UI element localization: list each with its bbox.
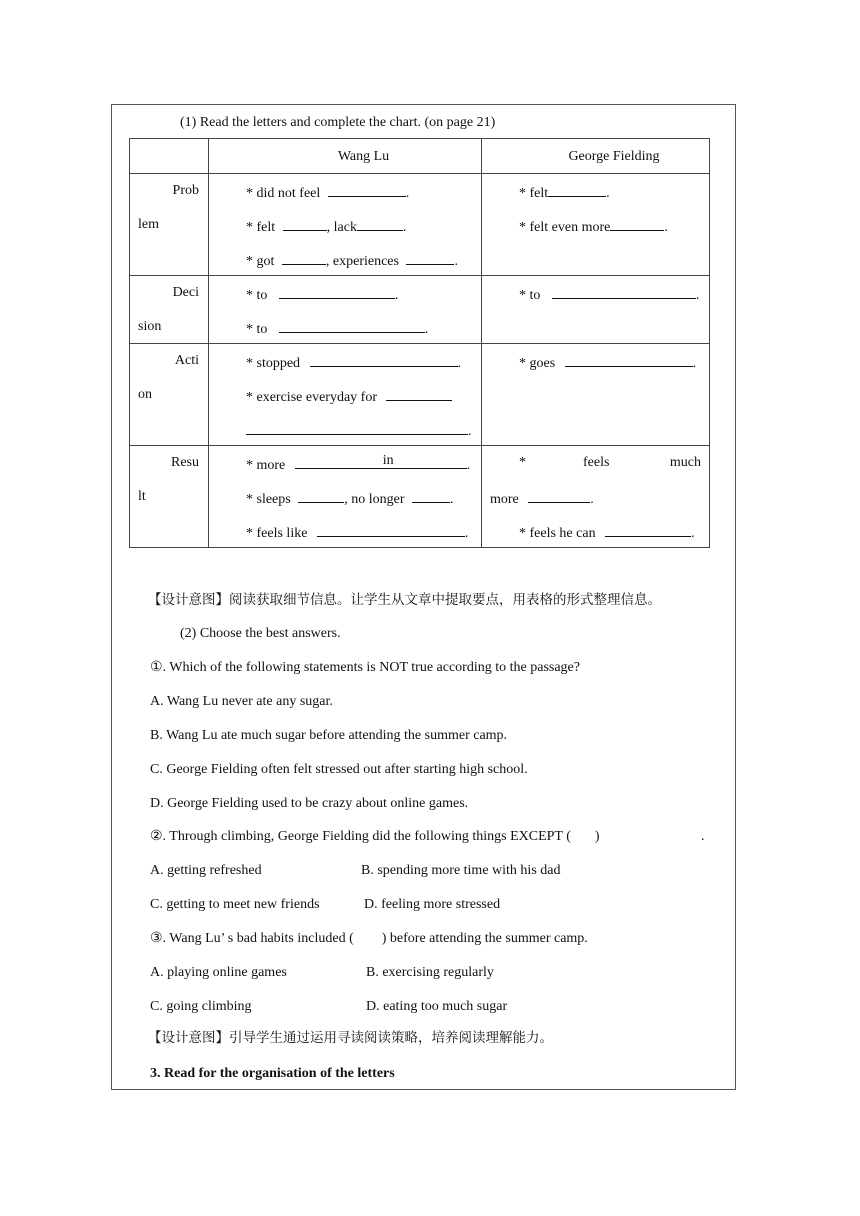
q1-option-b[interactable]: B. Wang Lu ate much sugar before attending the summer camp. bbox=[150, 728, 508, 743]
question-2-stem: ②. Through climbing, George Fielding did the following things EXCEPT ( ) bbox=[150, 829, 600, 844]
chart-row-result bbox=[130, 446, 710, 548]
blank[interactable] bbox=[528, 488, 590, 503]
row-label-decision: Deci sion bbox=[130, 276, 209, 344]
q1-option-c[interactable]: C. George Fielding often felt stressed out after starting high school. bbox=[150, 762, 528, 777]
q1-option-a[interactable]: A. Wang Lu never ate any sugar. bbox=[150, 694, 333, 709]
blank[interactable] bbox=[565, 352, 693, 367]
cell-wang-action: * stopped . * exercise everyday for . bbox=[209, 344, 482, 446]
question-1-stem: ①. Which of the following statements is NOT true according to the passage? bbox=[150, 660, 580, 675]
cell-wang-decision: * to . * to . bbox=[209, 276, 482, 344]
cell-george-action: * goes . bbox=[482, 344, 710, 446]
blank[interactable] bbox=[298, 488, 344, 503]
blank[interactable] bbox=[283, 216, 327, 231]
question-2-stem-end: . bbox=[701, 829, 705, 844]
blank[interactable] bbox=[386, 386, 452, 401]
q3-option-a[interactable]: A. playing online games bbox=[150, 965, 287, 980]
q2-option-b[interactable]: B. spending more time with his dad bbox=[361, 863, 561, 878]
blank[interactable] bbox=[406, 250, 454, 265]
blank[interactable] bbox=[279, 318, 425, 333]
chart-header-row bbox=[130, 139, 710, 174]
question-3-stem: ③. Wang Lu’ s bad habits included ( ) before attending the summer camp. bbox=[150, 931, 588, 946]
blank[interactable] bbox=[548, 182, 606, 197]
chart-header-wang-lu: Wang Lu bbox=[209, 139, 482, 174]
chart-row-problem bbox=[130, 174, 710, 276]
row-label-result: Resu lt bbox=[130, 446, 209, 548]
design-intent-2: 【设计意图】引导学生通过运用寻读阅读策略，培养阅读理解能力。 bbox=[148, 1030, 553, 1046]
q3-option-c[interactable]: C. going climbing bbox=[150, 999, 252, 1014]
q2-option-d[interactable]: D. feeling more stressed bbox=[364, 897, 501, 912]
chart-header-empty bbox=[130, 139, 209, 174]
task1-instruction: (1) Read the letters and complete the chart. (on page 21) bbox=[180, 115, 496, 130]
q3-option-b[interactable]: B. exercising regularly bbox=[366, 965, 494, 980]
blank[interactable] bbox=[605, 522, 691, 537]
blank[interactable] bbox=[412, 488, 450, 503]
row-label-action: Acti on bbox=[130, 344, 209, 446]
blank[interactable] bbox=[246, 420, 468, 435]
blank-with-in[interactable]: in bbox=[295, 454, 467, 469]
q2-option-a[interactable]: A. getting refreshed bbox=[150, 863, 262, 878]
chart-row-action bbox=[130, 344, 710, 446]
section-3-heading: 3. Read for the organisation of the letters bbox=[150, 1066, 395, 1081]
blank[interactable] bbox=[279, 284, 395, 299]
cell-wang-result: * more in . * sleeps , no longer . * feels like . bbox=[209, 446, 482, 548]
q3-option-d[interactable]: D. eating too much sugar bbox=[366, 999, 508, 1014]
blank[interactable] bbox=[328, 182, 406, 197]
cell-george-result: * feels much more . * feels he can . bbox=[482, 446, 710, 548]
blank[interactable] bbox=[357, 216, 403, 231]
cell-george-problem: * felt . * felt even more . bbox=[482, 174, 710, 276]
cell-george-decision: * to . bbox=[482, 276, 710, 344]
blank[interactable] bbox=[610, 216, 664, 231]
row-label-problem: Prob lem bbox=[130, 174, 209, 276]
blank[interactable] bbox=[310, 352, 458, 367]
chart-row-decision bbox=[130, 276, 710, 344]
blank[interactable] bbox=[317, 522, 465, 537]
q2-option-c[interactable]: C. getting to meet new friends bbox=[150, 897, 320, 912]
q1-option-d[interactable]: D. George Fielding used to be crazy about online games. bbox=[150, 796, 469, 811]
blank[interactable] bbox=[282, 250, 326, 265]
cell-wang-problem: * did not feel . * felt , lack . * got , experiences . bbox=[209, 174, 482, 276]
design-intent-1: 【设计意图】阅读获取细节信息。让学生从文章中提取要点，用表格的形式整理信息。 bbox=[148, 592, 661, 608]
chart-header-george: George Fielding bbox=[482, 139, 710, 174]
task2-instruction: (2) Choose the best answers. bbox=[180, 626, 341, 641]
blank[interactable] bbox=[552, 284, 696, 299]
info-chart bbox=[129, 138, 710, 548]
